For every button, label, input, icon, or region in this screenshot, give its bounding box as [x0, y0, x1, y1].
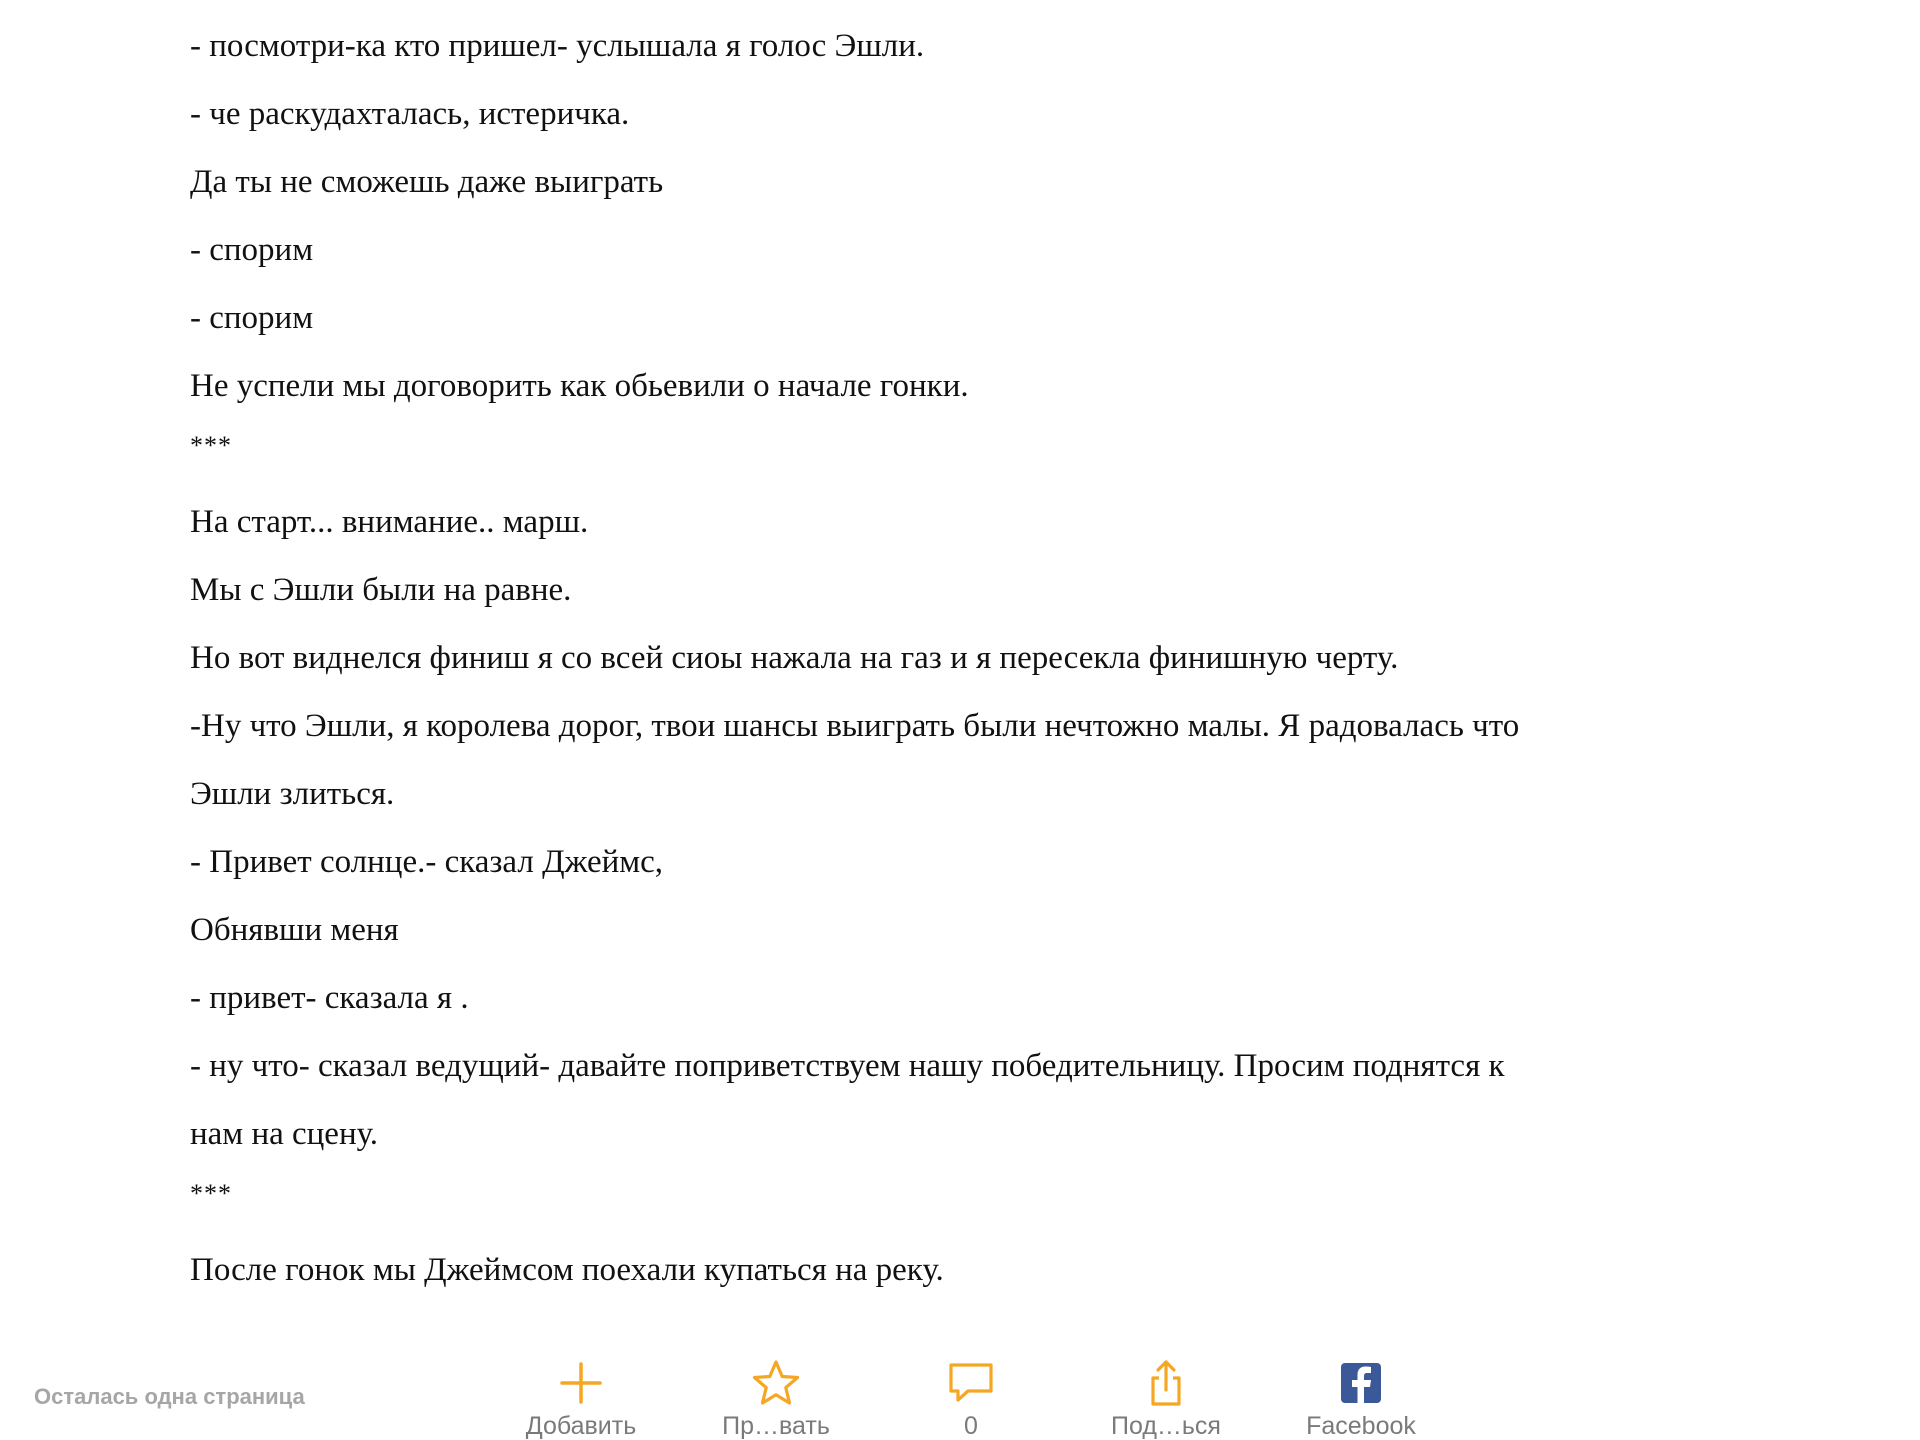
favorite-button-label: Пр…вать: [722, 1412, 830, 1440]
story-text: [190, 18, 1750, 1310]
share-button-label: Под…ься: [1111, 1412, 1221, 1440]
story-line: После гонок мы Джеймсом поехали купаться на реку.: [190, 1252, 944, 1288]
scene-separator: ***: [190, 431, 232, 460]
story-line: - че раскудахталась, истеричка.: [190, 96, 630, 132]
comments-count: 0: [964, 1412, 978, 1440]
facebook-button[interactable]: [1266, 1358, 1456, 1440]
story-line: Эшли злиться.: [190, 776, 395, 812]
share-icon: [1141, 1358, 1191, 1408]
star-icon: [751, 1358, 801, 1408]
story-line: -Ну что Эшли, я королева дорог, твои шансы выиграть были нечтожно малы. Я радовалась что: [190, 708, 1520, 744]
story-line: - ну что- сказал ведущий- давайте поприветствуем нашу победительницу. Просим поднятся к: [190, 1048, 1505, 1084]
story-line: Но вот виднелся финиш я со всей сиоы нажала на газ и я пересекла финишную черту.: [190, 640, 1399, 676]
facebook-icon: [1336, 1358, 1386, 1408]
add-button[interactable]: [486, 1358, 676, 1440]
story-line: Да ты не сможешь даже выиграть: [190, 164, 664, 200]
story-line: - спорим: [190, 232, 314, 268]
story-line: нам на сцену.: [190, 1116, 379, 1152]
add-button-label: Добавить: [525, 1412, 637, 1440]
story-line: На старт... внимание.. марш.: [190, 504, 589, 540]
bottom-toolbar: [0, 1340, 1920, 1440]
story-line: - посмотри-ка кто пришел- услышала я голос Эшли.: [190, 28, 925, 64]
scene-separator: ***: [190, 1179, 232, 1208]
comment-icon: [946, 1358, 996, 1408]
story-line: - привет- сказала я .: [190, 980, 469, 1016]
plus-icon: [556, 1358, 606, 1408]
story-line: - Привет солнце.- сказал Джеймс,: [190, 844, 664, 880]
favorite-button[interactable]: [681, 1358, 871, 1440]
share-button[interactable]: [1071, 1358, 1261, 1440]
comments-button[interactable]: [876, 1358, 1066, 1440]
facebook-button-label: Facebook: [1306, 1412, 1416, 1440]
story-line: - спорим: [190, 300, 314, 336]
story-line: Мы с Эшли были на равне.: [190, 572, 572, 608]
story-line: Обнявши меня: [190, 912, 399, 948]
pages-remaining-label: Осталась одна страница: [34, 1384, 305, 1409]
story-line: Не успели мы договорить как обьевили о начале гонки.: [190, 368, 969, 404]
